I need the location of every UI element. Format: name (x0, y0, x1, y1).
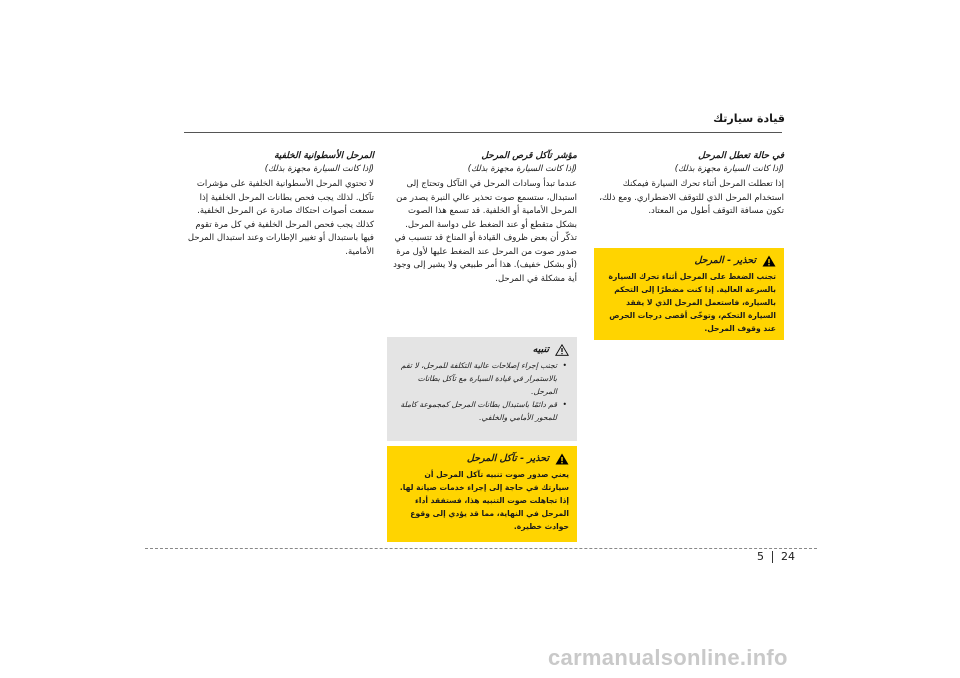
warning-triangle-icon (762, 255, 776, 267)
notice-heading (395, 343, 569, 356)
page-header-title: قيادة سيارتك (713, 112, 785, 125)
caution-heading-text: تحذير - تآكل المرحل (466, 453, 549, 464)
section-title-drum-brakes: المرحل الأسطوانية الخلفية (274, 151, 374, 161)
section-subtitle: (إذا كانت السيارة مجهزة بذلك) (264, 164, 374, 174)
caution-box-brake (594, 248, 784, 340)
caution-heading-text: تحذير - المرحل (694, 255, 756, 266)
page-number-value: 24 (781, 550, 795, 563)
page-number (757, 550, 795, 563)
list-item: • تجنب إجراء إصلاحات عالية التكلفة للمرحل، لا تقم بالاستمرار في قيادة السيارة مع تآكل بطانات المرحل. (395, 359, 557, 398)
section-subtitle: (إذا كانت السيارة مجهزة بذلك) (674, 164, 784, 174)
notice-box (387, 337, 577, 441)
notice-list (395, 359, 569, 424)
list-item: • قم دائمًا باستبدال بطانات المرحل كمجموعة كاملة للمحور الأمامي والخلفي. (395, 398, 557, 424)
watermark: carmanualsonline.info (548, 645, 788, 670)
header-divider (184, 132, 782, 133)
section-title-brake-failure: في حالة تعطل المرحل (698, 151, 784, 161)
caution-body: يعني صدور صوت تنبيه تآكل المرحل أن سيارتك في حاجة إلى إجراء خدمات صيانة لها. إذا تجاهلت صوت التنبيه هذا، فستفقد أداء المرحل في النهاية، مما قد يؤدي إلى وقوع حوادث خطيرة. (399, 470, 569, 531)
caution-heading (395, 452, 569, 465)
section-title-wear-indicator: مؤشر تآكل قرص المرحل (481, 151, 577, 161)
notice-heading-text: تنبيه (532, 344, 549, 355)
caution-heading (602, 254, 776, 267)
footer-divider (145, 548, 817, 549)
page-section-number: 5 (757, 550, 764, 563)
caution-body: تجنب الضغط على المرحل أثناء تحرك السيارة بالسرعة العالية. إذا كنت مضطرًا إلى التحكم بالسيارة، فاستعمل المرحل الذي لا يفقد السيارة التحكم، وتوخّى أقصى درجات الحرص عند وقوف المرحل. (608, 272, 776, 333)
section-body: عندما تبدأ وسادات المرحل في التآكل وتحتاج إلى استبدال، ستسمع صوت تحذير عالي النبرة يصدر من المرحل الأمامية أو الخلفية. قد تسمع هذا الصوت بشكل متقطع أو عند الضغط على دواسة المرحل. تذكّر أن بعض ظروف القيادة أو المناخ قد تتسبب في صدور صوت من المرحل عند الضغط عليها لأول مرة (أو بشكل خفيف). هذا أمر طبيعي ولا يشير إلى وجود أية مشكلة في المرحل. (393, 179, 577, 284)
caution-box-brake-wear (387, 446, 577, 542)
column-right (594, 150, 784, 219)
notice-triangle-icon (555, 344, 569, 356)
column-middle (387, 150, 577, 286)
section-body: إذا تعطلت المرحل أثناء تحرك السيارة فيمكنك استخدام المرحل الذي للتوقف الاضطراري. ومع ذلك، تكون مسافة التوقف أطول من المعتاد. (599, 179, 784, 216)
section-body: لا تحتوي المرحل الأسطوانية الخلفية على مؤشرات تآكل. لذلك يجب فحص بطانات المرحل الخلفية إذا سمعت أصوات احتكاك صادرة عن المرحل الخلفية. كذلك يجب فحص المرحل الخلفية في كل مرة تقوم فيها باستبدال أو تغيير الإطارات وعند استبدال المرحل الأمامية. (187, 179, 374, 257)
section-subtitle: (إذا كانت السيارة مجهزة بذلك) (467, 164, 577, 174)
page-number-divider (772, 551, 773, 563)
warning-triangle-icon (555, 453, 569, 465)
column-left (184, 150, 374, 259)
